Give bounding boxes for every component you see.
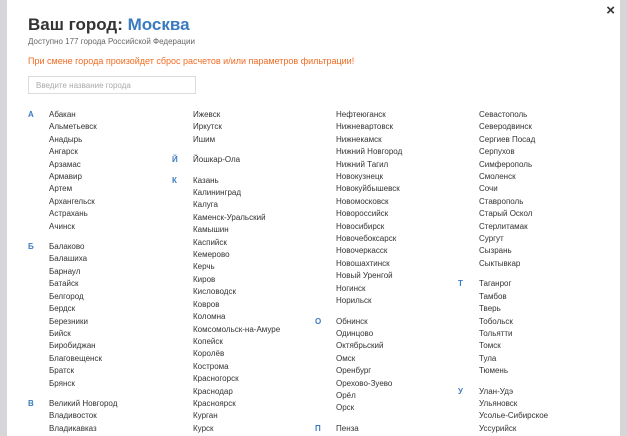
city-link[interactable]: Нижний Новгород [336, 147, 403, 157]
city-items [336, 109, 402, 308]
city-link[interactable]: Каменск-Уральский [193, 212, 266, 222]
city-items [193, 154, 280, 166]
city-link[interactable]: Ангарск [49, 147, 78, 157]
city-link[interactable]: Новокузнецк [336, 172, 384, 182]
city-link[interactable]: Арзамас [49, 159, 81, 169]
city-link[interactable]: Балаково [49, 242, 85, 252]
city-link[interactable]: Уссурийск [479, 423, 517, 433]
city-link[interactable]: Красногорск [193, 374, 239, 384]
city-select-modal [7, 0, 620, 436]
city-items [49, 241, 117, 390]
letter-group [28, 398, 117, 435]
city-link[interactable]: Норильск [336, 296, 372, 306]
city-link[interactable]: Сергиев Посад [479, 134, 536, 144]
city-link[interactable]: Тольятти [479, 328, 513, 338]
city-link[interactable]: Ногинск [336, 283, 366, 293]
city-link[interactable]: Братск [49, 366, 75, 376]
letter-group [315, 316, 402, 415]
city-link[interactable]: Копейск [193, 336, 223, 346]
group-letter: Т [458, 279, 463, 289]
page-edge-right [620, 0, 627, 436]
city-link[interactable]: Ишим [193, 134, 216, 144]
city-items [479, 109, 548, 270]
current-city: Москва [127, 15, 190, 34]
city-link[interactable]: Благовещенск [49, 353, 102, 363]
city-link[interactable]: Новомосковск [336, 196, 389, 206]
city-link[interactable]: Йошкар-Ола [193, 155, 241, 165]
city-link[interactable]: Таганрог [479, 279, 512, 289]
city-link[interactable]: Батайск [49, 279, 79, 289]
city-link[interactable]: Томск [479, 341, 501, 351]
group-letter: О [315, 316, 322, 326]
city-link[interactable]: Абакан [49, 110, 76, 119]
city-link[interactable]: Ковров [193, 299, 220, 309]
group-letter: К [172, 175, 177, 185]
city-link[interactable]: Оренбург [336, 366, 372, 376]
city-link[interactable]: Новый Уренгой [336, 271, 393, 281]
letter-group [28, 241, 117, 390]
city-link[interactable]: Усолье-Сибирское [479, 411, 549, 421]
group-letter: У [458, 386, 463, 396]
city-link[interactable]: Улан-Удэ [479, 386, 514, 396]
letter-group [172, 154, 280, 166]
city-items [479, 386, 548, 436]
city-link[interactable]: Орск [336, 403, 355, 413]
city-column [458, 109, 548, 436]
city-link[interactable]: Старый Оскол [479, 209, 533, 219]
city-link[interactable]: Калининград [193, 188, 242, 198]
city-link[interactable]: Королёв [193, 349, 225, 359]
city-link[interactable]: Комсомольск-на-Амуре [193, 324, 281, 334]
city-link[interactable]: Смоленск [479, 172, 516, 182]
city-link[interactable]: Краснодар [193, 386, 233, 396]
title-prefix: Ваш город: [28, 15, 123, 34]
city-column [315, 109, 402, 436]
city-link[interactable]: Великий Новгород [49, 398, 118, 408]
letter-group [458, 386, 548, 436]
city-link[interactable]: Симферополь [479, 159, 533, 169]
city-link[interactable]: Владикавказ [49, 423, 97, 433]
city-link[interactable]: Одинцово [336, 328, 374, 338]
city-link[interactable]: Владивосток [49, 411, 97, 421]
letter-group [28, 109, 117, 233]
city-link[interactable]: Ульяновск [479, 398, 518, 408]
city-link[interactable]: Новочеркасск [336, 246, 388, 256]
letter-group [458, 278, 548, 377]
city-items [193, 175, 280, 436]
city-items [479, 278, 548, 377]
city-link[interactable]: Стерлитамак [479, 221, 528, 231]
city-link[interactable]: Сочи [479, 184, 498, 194]
city-link[interactable]: Киров [193, 274, 216, 284]
city-link[interactable]: Березники [49, 316, 88, 326]
city-link[interactable]: Курган [193, 411, 218, 421]
city-link[interactable]: Анадырь [49, 134, 83, 144]
city-search-input[interactable] [28, 76, 196, 94]
city-link[interactable]: Барнаул [49, 266, 81, 276]
city-link[interactable]: Казань [193, 175, 219, 185]
city-link[interactable]: Тобольск [479, 316, 513, 326]
city-link[interactable]: Калуга [193, 200, 218, 210]
city-link[interactable]: Красноярск [193, 398, 236, 408]
letter-group [458, 109, 548, 270]
city-link[interactable]: Кострома [193, 361, 229, 371]
group-letter: Й [172, 155, 178, 165]
letter-group [172, 175, 280, 436]
city-link[interactable]: Тамбов [479, 291, 507, 301]
city-link[interactable]: Нижний Тагил [336, 159, 389, 169]
city-link[interactable]: Северодвинск [479, 122, 532, 132]
available-cities-note: Доступно 177 города Российской Федерации [28, 37, 195, 46]
city-link[interactable]: Новокуйбышевск [336, 184, 400, 194]
city-items [49, 398, 117, 435]
city-link[interactable]: Орехово-Зуево [336, 378, 393, 388]
group-letter: Б [28, 242, 34, 252]
city-link[interactable]: Брянск [49, 378, 75, 388]
modal-title [28, 15, 190, 35]
city-link[interactable]: Тула [479, 353, 497, 363]
city-items [336, 423, 402, 435]
city-link[interactable]: Биробиджан [49, 341, 96, 351]
letter-group [172, 109, 280, 146]
city-link[interactable]: Бердск [49, 304, 76, 314]
city-link[interactable]: Каспийск [193, 237, 227, 247]
city-column [28, 109, 117, 436]
city-link[interactable]: Нижнекамск [336, 134, 382, 144]
city-items [49, 109, 117, 233]
group-letter: П [315, 423, 321, 433]
group-letter: В [28, 398, 34, 408]
city-link[interactable]: Кемерово [193, 250, 230, 260]
city-link[interactable]: Тверь [479, 304, 501, 314]
city-link[interactable]: Новочебоксарск [336, 234, 397, 244]
city-link[interactable]: Коломна [193, 312, 226, 322]
letter-group [315, 109, 402, 308]
city-link[interactable]: Камышин [193, 225, 229, 235]
city-column [172, 109, 280, 436]
city-link[interactable]: Сургут [479, 234, 504, 244]
city-link[interactable]: Керчь [193, 262, 215, 272]
city-link[interactable]: Бийск [49, 328, 71, 338]
city-link[interactable]: Ставрополь [479, 196, 524, 206]
city-items [336, 316, 402, 415]
city-link[interactable]: Новосибирск [336, 221, 385, 231]
city-link[interactable]: Тюмень [479, 366, 508, 376]
city-link[interactable]: Иркутск [193, 122, 222, 132]
city-link[interactable]: Севастополь [479, 110, 528, 119]
group-letter: А [28, 110, 34, 119]
city-link[interactable]: Астрахань [49, 209, 88, 219]
close-icon[interactable]: × [606, 2, 615, 19]
city-link[interactable]: Пенза [336, 423, 359, 433]
city-link[interactable]: Омск [336, 353, 356, 363]
city-link[interactable]: Архангельск [49, 196, 95, 206]
city-link[interactable]: Курск [193, 423, 214, 433]
city-link[interactable]: Белгород [49, 291, 84, 301]
city-link[interactable]: Артем [49, 184, 73, 194]
city-link[interactable]: Сыктывкар [479, 258, 521, 268]
city-link[interactable]: Октябрьский [336, 341, 384, 351]
city-link[interactable]: Серпухов [479, 147, 515, 157]
city-items [193, 109, 280, 146]
city-link[interactable]: Ижевск [193, 110, 221, 119]
city-link[interactable]: Нефтеюганск [336, 110, 386, 119]
city-link[interactable]: Новороссийск [336, 209, 389, 219]
city-link[interactable]: Нижневартовск [336, 122, 394, 132]
letter-group [315, 423, 402, 435]
reset-warning: При смене города произойдет сброс расчетов и/или параметров фильтрации! [28, 56, 355, 66]
page-edge-left [0, 0, 7, 436]
city-link[interactable]: Орёл [336, 390, 356, 400]
city-link[interactable]: Кисловодск [193, 287, 236, 297]
city-link[interactable]: Сызрань [479, 246, 512, 256]
city-link[interactable]: Балашиха [49, 254, 88, 264]
city-link[interactable]: Альметьевск [49, 122, 97, 132]
city-link[interactable]: Армавир [49, 172, 82, 182]
city-link[interactable]: Новошахтинск [336, 258, 390, 268]
city-link[interactable]: Ачинск [49, 221, 75, 231]
city-link[interactable]: Обнинск [336, 316, 368, 326]
